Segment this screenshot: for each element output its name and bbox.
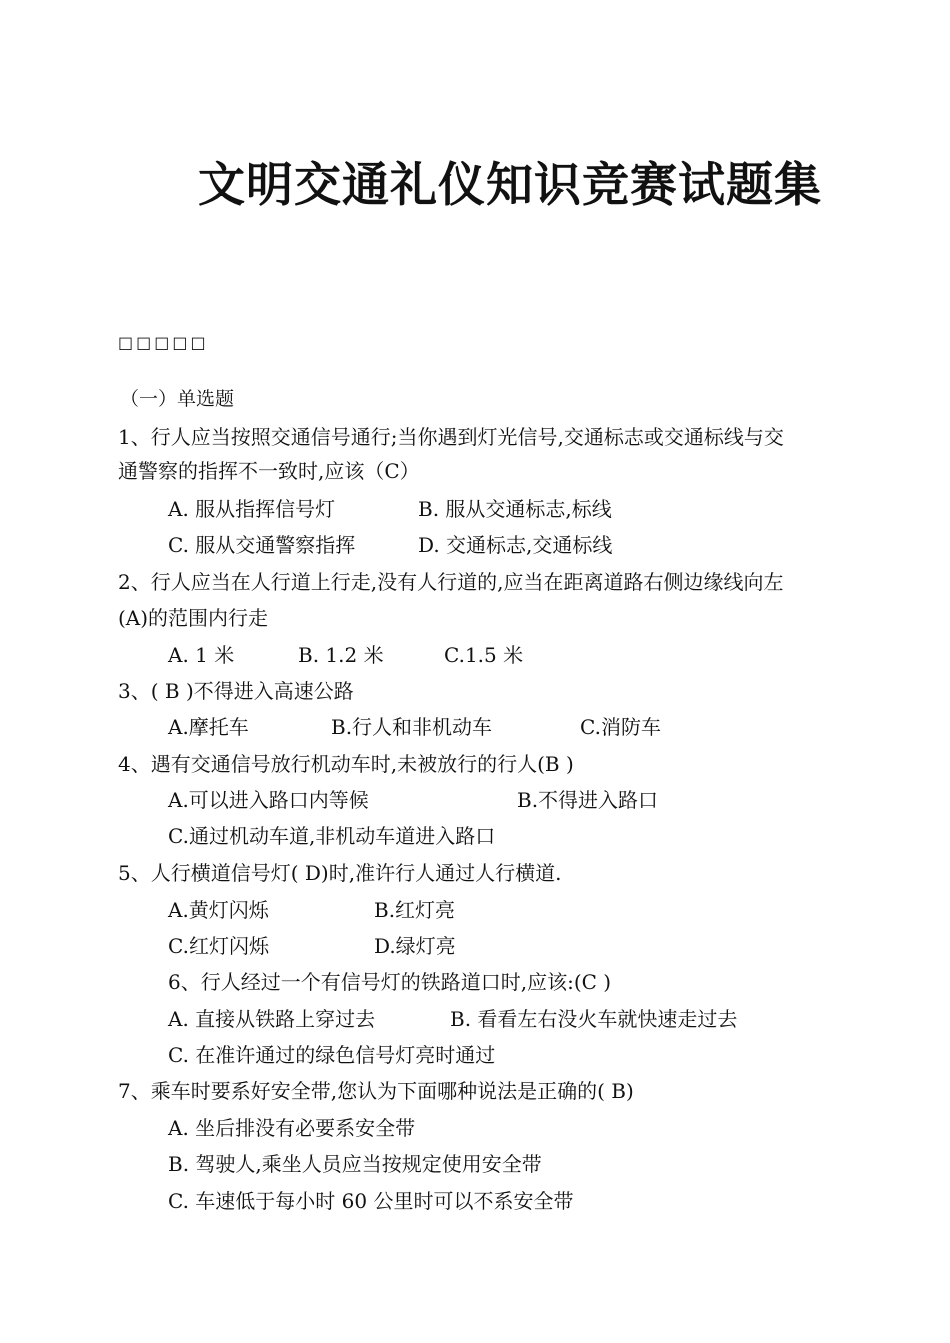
question-1-option-d: D. 交通标志,交通标线 bbox=[418, 533, 613, 557]
question-4-line-1: 4、遇有交通信号放行机动车时,未被放行的行人(B ) bbox=[118, 752, 574, 776]
question-5-option-b: B.红灯亮 bbox=[374, 898, 456, 922]
question-4-option-b: B.不得进入路口 bbox=[517, 788, 659, 812]
question-6-line-1: 6、行人经过一个有信号灯的铁路道口时,应该:(C ) bbox=[168, 970, 612, 994]
question-4-option-a: A.可以进入路口内等候 bbox=[168, 788, 369, 812]
question-7-option-a: A. 坐后排没有必要系安全带 bbox=[168, 1116, 416, 1140]
question-1-option-c: C. 服从交通警察指挥 bbox=[168, 533, 356, 557]
question-5-line-1: 5、人行横道信号灯( D)时,准许行人通过人行横道. bbox=[118, 861, 562, 885]
question-1-line-2: 通警察的指挥不一致时,应该（C） bbox=[118, 459, 420, 483]
question-6-option-a: A. 直接从铁路上穿过去 bbox=[168, 1007, 376, 1031]
question-1-line-1: 1、行人应当按照交通信号通行;当你遇到灯光信号,交通标志或交通标线与交 bbox=[118, 425, 784, 449]
section-heading: （一）单选题 bbox=[120, 388, 235, 410]
question-2-line-2: (A)的范围内行走 bbox=[118, 606, 269, 630]
question-7-line-1: 7、乘车时要系好安全带,您认为下面哪种说法是正确的( B) bbox=[118, 1079, 634, 1103]
question-2-option-a: A. 1 米 bbox=[168, 643, 235, 667]
question-1-option-a: A. 服从指挥信号灯 bbox=[168, 497, 336, 521]
question-4-option-c: C.通过机动车道,非机动车道进入路口 bbox=[168, 824, 496, 848]
question-3-option-b: B.行人和非机动车 bbox=[331, 715, 493, 739]
question-2-line-1: 2、行人应当在人行道上行走,没有人行道的,应当在距离道路右侧边缘线向左 bbox=[118, 570, 784, 594]
question-5-option-c: C.红灯闪烁 bbox=[168, 934, 269, 958]
question-6-option-b: B. 看看左右没火车就快速走过去 bbox=[450, 1007, 738, 1031]
question-1-option-b: B. 服从交通标志,标线 bbox=[418, 497, 612, 521]
question-2-option-b: B. 1.2 米 bbox=[298, 643, 384, 667]
question-3-line-1: 3、( B )不得进入高速公路 bbox=[118, 679, 354, 703]
question-3-option-a: A.摩托车 bbox=[168, 715, 249, 739]
question-2-option-c: C.1.5 米 bbox=[444, 643, 524, 667]
document-title: 文明交通礼仪知识竞赛试题集 bbox=[198, 158, 822, 213]
question-7-option-c: C. 车速低于每小时 60 公里时可以不系安全带 bbox=[168, 1189, 574, 1213]
question-3-option-c: C.消防车 bbox=[580, 715, 661, 739]
question-5-option-d: D.绿灯亮 bbox=[374, 934, 456, 958]
question-5-option-a: A.黄灯闪烁 bbox=[168, 898, 269, 922]
question-6-option-c: C. 在准许通过的绿色信号灯亮时通过 bbox=[168, 1043, 496, 1067]
question-7-option-b: B. 驾驶人,乘坐人员应当按规定使用安全带 bbox=[168, 1152, 542, 1176]
garbled-heading: □□□□□ bbox=[118, 333, 209, 352]
